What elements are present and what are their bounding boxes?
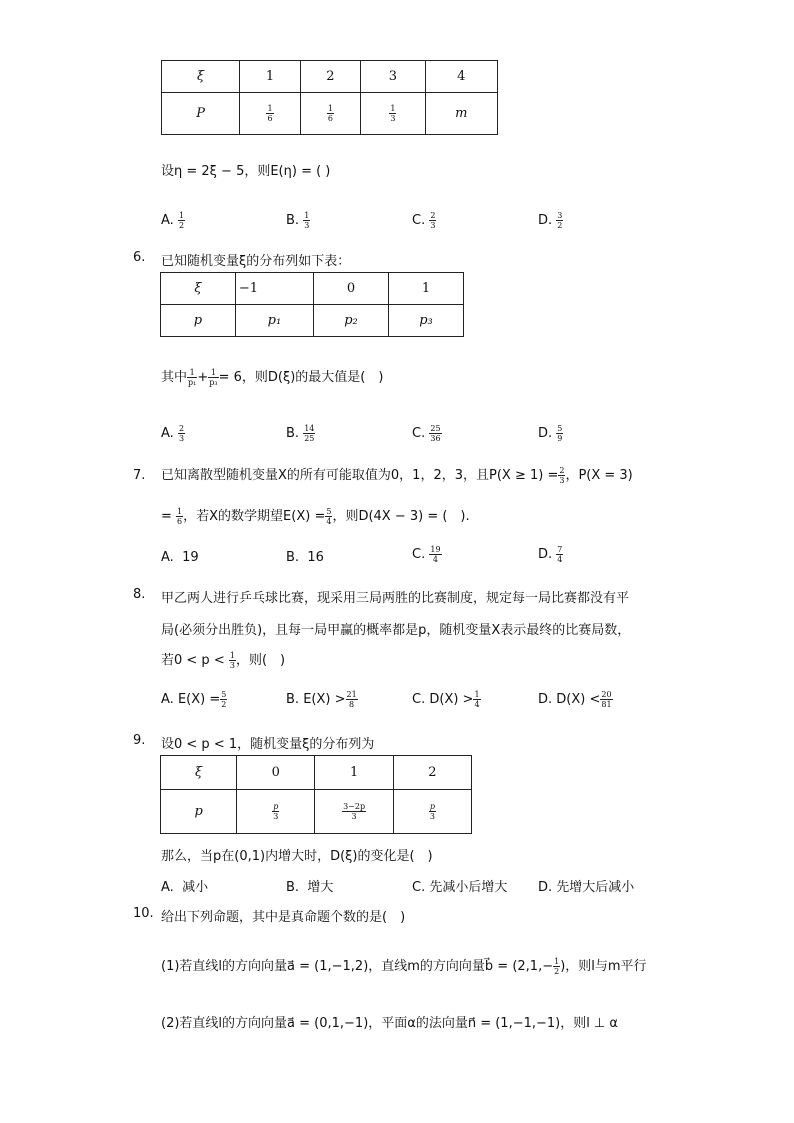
table-cell (237, 790, 315, 834)
q9-number: 9. (133, 733, 146, 748)
q8-line-3: 若0 < p < $\frac{1}{3}$ ，则( ) (161, 651, 286, 670)
table-cell (361, 93, 425, 135)
q10-item-2: (2)若直线l的方向向量a⃗ = (0,1,−1)，平面α的法向量n⃗ = (1,−1,−1)，则l ⊥ α (161, 1016, 619, 1031)
fraction: $\frac{p}{3}$ (429, 802, 435, 821)
q9-stem: 设0 < p < 1，随机变量ξ的分布列为 (161, 737, 375, 752)
table-cell: 2 (300, 61, 360, 93)
table-cell: 4 (425, 61, 497, 93)
table-cell (300, 93, 360, 135)
q8-line-2: 局(必须分出胜负)，且每一局甲赢的概率都是p，随机变量X表示最终的比赛局数， (161, 623, 631, 638)
q6-option-d[interactable]: D. $\frac{5}{9}$ (538, 424, 563, 443)
table-cell: ξ (161, 756, 237, 790)
q8-line-1: 甲乙两人进行乒乓球比赛，现采用三局两胜的比赛制度，规定每一局比赛都没有平 (161, 591, 630, 606)
q7-line-2: = $\frac{1}{6}$ ，若X的数学期望E(X) = $\frac{5}{4}$ ，则D(4X − 3) = ( ). (161, 507, 470, 526)
q9-option-b[interactable]: B. 增大 (286, 880, 334, 895)
table-cell: p₃ (388, 305, 463, 337)
q10-number: 10. (133, 906, 154, 921)
table-cell (393, 790, 471, 834)
q5-distribution-table (161, 60, 498, 135)
q5-option-d[interactable]: D. $\frac{3}{2}$ (538, 211, 563, 230)
q7-option-b[interactable]: B. 16 (286, 550, 324, 565)
table-cell: p (161, 305, 236, 337)
table-cell: p₂ (313, 305, 388, 337)
q7-number: 7. (133, 468, 146, 483)
table-cell: 1 (240, 61, 300, 93)
fraction: $\frac{3-2p}{3}$ (343, 802, 366, 821)
q9-distribution-table (160, 755, 472, 834)
fraction: $\frac{p}{3}$ (273, 802, 279, 821)
fraction: $\frac{1}{6}$ (327, 104, 333, 123)
q9-follow-up: 那么，当p在(0,1)内增大时，D(ξ)的变化是( ) (161, 849, 433, 864)
table-cell: 2 (393, 756, 471, 790)
q8-option-b[interactable]: B. E(X) > $\frac{21}{8}$ (286, 690, 357, 709)
q5-stem: 设η = 2ξ − 5，则E(η) = ( ) (161, 164, 331, 179)
fraction: $\frac{1}{6}$ (267, 104, 273, 123)
q9-option-c[interactable]: C. 先减小后增大 (412, 880, 508, 895)
q6-option-a[interactable]: A. $\frac{2}{3}$ (161, 424, 185, 443)
q8-number: 8. (133, 587, 146, 602)
table-cell: 1 (388, 273, 463, 305)
table-cell: −1 (235, 273, 313, 305)
table-cell: 0 (313, 273, 388, 305)
q6-condition: 其中 $\frac{1}{\text{p₁}}$ + $\frac{1}{\text{p₃}}$ = 6，则D(ξ)的最大值是( ) (161, 368, 384, 387)
table-cell: 0 (237, 756, 315, 790)
q7-option-c[interactable]: C. $\frac{19}{4}$ (412, 545, 441, 564)
table-cell: p₁ (235, 305, 313, 337)
q8-option-d[interactable]: D. D(X) < $\frac{20}{81}$ (538, 690, 612, 709)
q6-option-b[interactable]: B. $\frac{14}{25}$ (286, 424, 315, 443)
q8-option-a[interactable]: A. E(X) = $\frac{5}{2}$ (161, 690, 227, 709)
table-cell: m (425, 93, 497, 135)
table-cell: ξ (161, 273, 236, 305)
table-cell (315, 790, 393, 834)
q9-option-a[interactable]: A. 减小 (161, 880, 209, 895)
table-cell: P (162, 93, 240, 135)
q6-option-c[interactable]: C. $\frac{25}{36}$ (412, 424, 441, 443)
q6-number: 6. (133, 250, 146, 265)
q5-option-b[interactable]: B. $\frac{1}{3}$ (286, 211, 310, 230)
q6-stem: 已知随机变量ξ的分布列如下表： (161, 254, 351, 269)
q9-option-d[interactable]: D. 先增大后减小 (538, 880, 635, 895)
q8-option-c[interactable]: C. D(X) > $\frac{1}{4}$ (412, 690, 480, 709)
q7-option-a[interactable]: A. 19 (161, 550, 199, 565)
q7-option-d[interactable]: D. $\frac{7}{4}$ (538, 545, 563, 564)
q10-item-1: (1)若直线l的方向向量a⃗ = (1,−1,2)，直线m的方向向量b⃗ = (2,1,− $\frac{1}{2}$ )，则l与m平行 (161, 957, 647, 976)
q6-distribution-table (160, 272, 464, 337)
table-cell: 1 (315, 756, 393, 790)
table-cell (240, 93, 300, 135)
q7-line-1: 已知离散型随机变量X的所有可能取值为0，1，2，3，且P(X ≥ 1) = $\frac{2}{3}$ ，P(X = 3) (161, 466, 633, 485)
table-cell: p (161, 790, 237, 834)
fraction: $\frac{1}{3}$ (390, 104, 396, 123)
q10-stem: 给出下列命题，其中是真命题个数的是( ) (161, 910, 406, 925)
table-cell: 3 (361, 61, 425, 93)
q5-option-a[interactable]: A. $\frac{1}{2}$ (161, 211, 185, 230)
table-cell: ξ (162, 61, 240, 93)
q5-option-c[interactable]: C. $\frac{2}{3}$ (412, 211, 436, 230)
